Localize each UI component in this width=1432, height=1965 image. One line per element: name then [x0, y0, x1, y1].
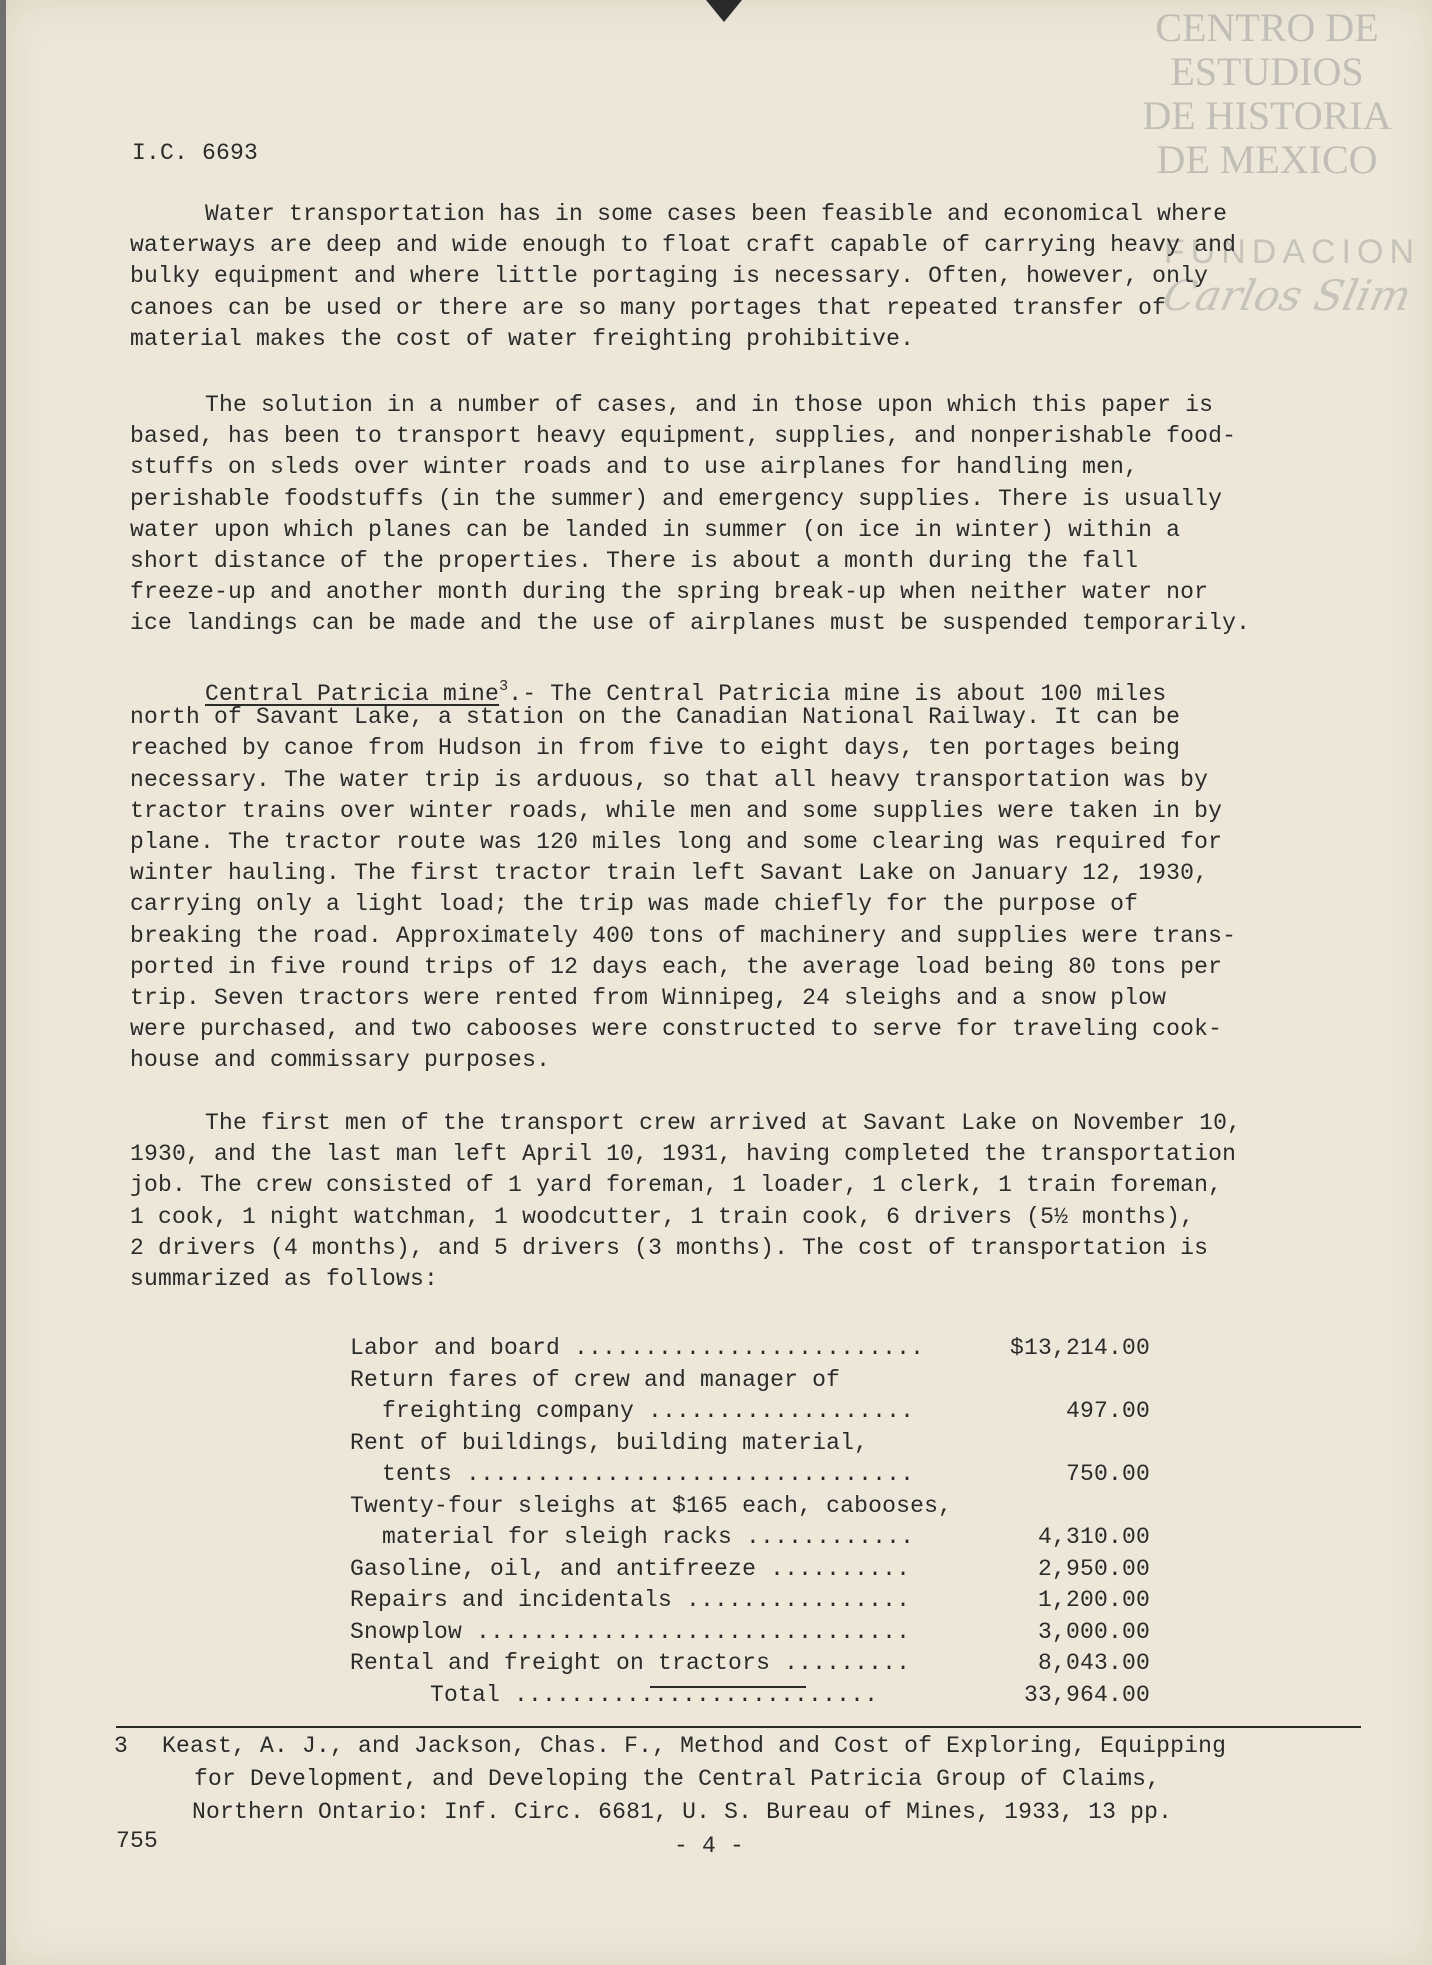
footnote-marker: 3 — [499, 678, 509, 695]
cost-row — [350, 1648, 1150, 1680]
page-number: - 4 - — [674, 1833, 745, 1859]
document-code: 755 — [116, 1828, 159, 1854]
footnote-divider — [116, 1726, 1361, 1728]
text-line: perishable foodstuffs (in the summer) and emergency supplies. There is usually — [130, 485, 1223, 512]
cost-row — [350, 1554, 1150, 1586]
cost-label: Rent of buildings, building material, — [350, 1429, 869, 1456]
text-line: stuffs on sleds over winter roads and to use airplanes for handling men, — [130, 454, 1139, 481]
cost-row — [350, 1522, 1150, 1554]
text-line: job. The crew consisted of 1 yard foreman, 1 loader, 1 clerk, 1 train foreman, — [130, 1172, 1223, 1199]
cost-row — [350, 1585, 1150, 1617]
cost-label: Labor and board ......................... — [350, 1335, 925, 1361]
text-line: ported in five round trips of 12 days each, the average load being 80 tons per — [130, 953, 1223, 980]
watermark-line: ESTUDIOS — [1170, 49, 1364, 94]
text-line: summarized as follows: — [130, 1265, 439, 1292]
cost-row — [350, 1396, 1150, 1428]
watermark-signature: Carlos Slim — [1158, 271, 1416, 320]
cost-label: Rental and freight on tractors ......... — [350, 1650, 911, 1676]
cost-row — [350, 1365, 1150, 1397]
watermark-line: DE MEXICO — [1156, 137, 1378, 182]
text-line: north of Savant Lake, a station on the Canadian National Railway. It can be — [130, 704, 1181, 731]
text-line: The solution in a number of cases, and in those upon which this paper is — [205, 392, 1214, 418]
text-line: plane. The tractor route was 120 miles long and some clearing was required for — [130, 828, 1223, 855]
text-line: necessary. The water trip is arduous, so that all heavy transportation was by — [130, 766, 1209, 793]
cost-label: material for sleigh racks ............ — [382, 1524, 915, 1550]
cost-amount: 4,310.00 — [1037, 1524, 1150, 1550]
text-line: bulky equipment and where little portaging is necessary. Often, however, only — [130, 263, 1209, 290]
cost-label: Twenty-four sleighs at $165 each, cabooses, — [350, 1492, 953, 1519]
cost-amount: 1,200.00 — [1037, 1587, 1150, 1613]
footnote-line: Northern Ontario: Inf. Circ. 6681, U. S. Bureau of Mines, 1933, 13 pp. — [192, 1799, 1173, 1825]
cost-row — [350, 1617, 1150, 1649]
text-line — [130, 671, 1380, 707]
text-line: house and commissary purposes. — [130, 1047, 551, 1074]
archive-watermark — [1122, 5, 1420, 320]
document-page — [6, 0, 1432, 1965]
cost-label: freighting company ................... — [382, 1398, 915, 1424]
text-line: material makes the cost of water freighting prohibitive. — [130, 325, 915, 352]
text-line: canoes can be used or there are so many portages that repeated transfer of — [130, 294, 1167, 321]
heading-line-rest: .- The Central Patricia mine is about 100 miles — [508, 681, 1167, 707]
cost-label: tents ................................ — [382, 1461, 915, 1487]
section-heading: Central Patricia mine — [205, 681, 500, 707]
footnote — [114, 1730, 1364, 1829]
cost-amount: 2,950.00 — [1037, 1555, 1150, 1582]
circular-reference: I.C. 6693 — [132, 140, 259, 166]
footnote-line — [114, 1730, 1364, 1763]
text-line: trip. Seven tractors were rented from Winnipeg, 24 sleighs and a snow plow — [130, 984, 1167, 1011]
cost-label: Repairs and incidentals ................ — [350, 1587, 911, 1613]
text-line: carrying only a light load; the trip was made chiefly for the purpose of — [130, 891, 1139, 918]
total-underline — [650, 1686, 806, 1688]
total-amount: 33,964.00 — [1023, 1681, 1150, 1708]
cost-summary-table — [350, 1333, 1150, 1711]
text-line: based, has been to transport heavy equipment, supplies, and nonperishable food- — [130, 423, 1237, 450]
watermark-fundacion: FUNDACION — [1163, 233, 1420, 271]
text-line: 1 cook, 1 night watchman, 1 woodcutter, 1 train cook, 6 drivers (5½ months), — [130, 1203, 1195, 1230]
watermark-line: CENTRO DE — [1155, 5, 1379, 50]
cost-amount: 750.00 — [1065, 1461, 1150, 1487]
text-line: breaking the road. Approximately 400 tons of machinery and supplies were trans- — [130, 922, 1237, 949]
text-line: winter hauling. The first tractor train left Savant Lake on January 12, 1930, — [130, 860, 1209, 887]
footnote-text: Keast, A. J., and Jackson, Chas. F., Method and Cost of Exploring, Equipping — [162, 1733, 1227, 1759]
cost-amount: 8,043.00 — [1037, 1650, 1150, 1676]
text-line: ice landings can be made and the use of airplanes must be suspended temporarily. — [130, 610, 1251, 637]
cost-amount: $13,214.00 — [1009, 1335, 1150, 1361]
text-line: were purchased, and two cabooses were constructed to serve for traveling cook- — [130, 1016, 1223, 1043]
cost-amount: 3,000.00 — [1037, 1618, 1150, 1645]
text-line: waterways are deep and wide enough to float craft capable of carrying heavy and — [130, 232, 1237, 259]
text-line: water upon which planes can be landed in summer (on ice in winter) within a — [130, 516, 1181, 543]
cost-row — [350, 1428, 1150, 1460]
paragraph-solution — [130, 390, 1380, 640]
cost-amount: 497.00 — [1065, 1398, 1150, 1424]
paragraph-water-transport — [130, 199, 1380, 355]
watermark-line: DE HISTORIA — [1142, 93, 1392, 138]
text-line: 2 drivers (4 months), and 5 drivers (3 months). The cost of transportation is — [130, 1234, 1209, 1261]
paragraph-central-patricia — [130, 671, 1380, 1076]
cost-label: Snowplow ............................... — [350, 1618, 911, 1645]
footnote-line: for Development, and Developing the Central Patricia Group of Claims, — [194, 1766, 1161, 1792]
cost-label: Return fares of crew and manager of — [350, 1366, 841, 1393]
text-line: 1930, and the last man left April 10, 1931, having completed the transportation — [130, 1141, 1237, 1168]
text-line: Water transportation has in some cases been feasible and economical where — [205, 201, 1228, 227]
total-label: Total .......................... — [430, 1681, 879, 1708]
cost-row — [350, 1333, 1150, 1365]
footnote-number: 3 — [114, 1733, 129, 1759]
cost-row — [350, 1459, 1150, 1491]
cost-label: Gasoline, oil, and antifreeze .......... — [350, 1555, 911, 1582]
text-line: The first men of the transport crew arrived at Savant Lake on November 10, — [205, 1110, 1242, 1136]
text-line: short distance of the properties. There is about a month during the fall — [130, 547, 1139, 574]
paragraph-transport-crew — [130, 1108, 1380, 1295]
text-line: tractor trains over winter roads, while men and some supplies were taken in by — [130, 797, 1223, 824]
cost-row — [350, 1491, 1150, 1523]
text-line: freeze-up and another month during the spring break-up when neither water nor — [130, 579, 1209, 606]
text-line: reached by canoe from Hudson in from five to eight days, ten portages being — [130, 735, 1181, 762]
cost-total-row — [350, 1680, 1150, 1712]
